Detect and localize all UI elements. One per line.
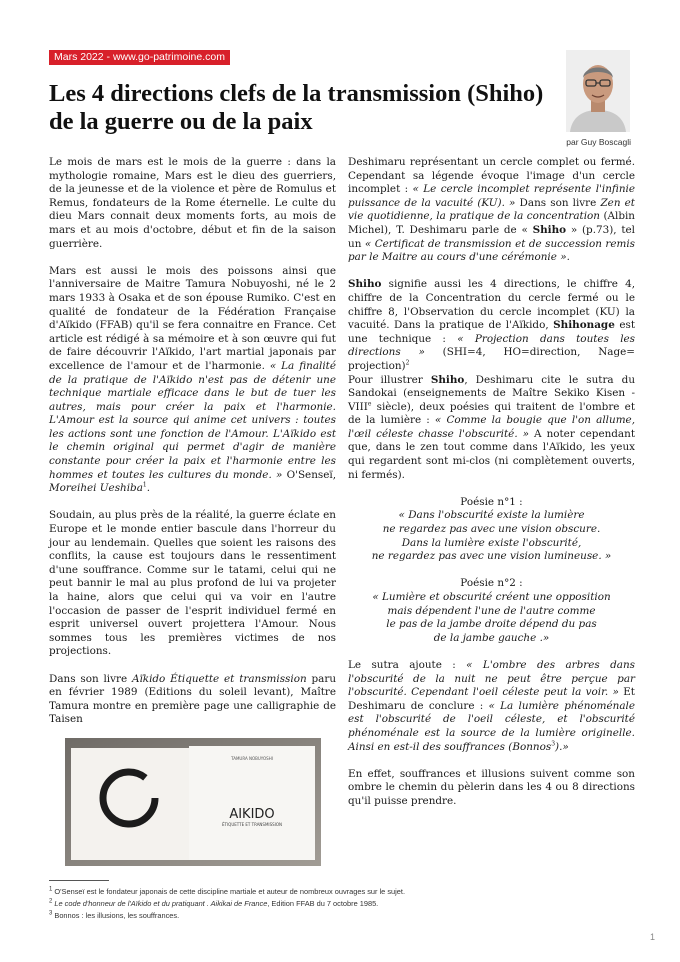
footnote-3: $^3$ Bonnos : les illusions, les souffrances.	[49, 910, 180, 920]
title-line-2: de la guerre ou de la paix	[49, 108, 313, 135]
paragraph-sandokai: Pour illustrer Shiho, Deshimaru cite le sutra du Sandokai (enseignements de Maître Sekiko Kisen - VIIIe siècle), deux poésies qui traitent de l'ombre et de la lumière : « Comme la bougie que l'on allume, l'œil céleste chasse l'obscurité. » A noter cependant que, dans le zen tout comme dans l'Aïkido, les yeux qui regardent sont mi-clos (ni complètement ouverts, ni fermés).	[348, 373, 636, 481]
poem-1-title: Poésie n°1 :	[460, 495, 523, 508]
paragraph-book: Dans son livre Aïkido Étiquette et transmission paru en février 1989 (Editions du soleil levant), Maître Tamura montre en première page une calligraphie de Taisen	[49, 672, 337, 726]
book-cover-photo	[65, 738, 321, 866]
footnote-1: $^1$ O'Senseï est le fondateur japonais de cette discipline martiale et auteur de nombreux ouvrages sur le sujet.	[49, 886, 406, 896]
paragraph-deshimaru: Deshimaru représentant un cercle complet ou fermé. Cependant sa légende évoque l'image d'un cercle incomplet : « Le cercle incomplet représente l'infinie puissance de la vacuité (KU). » Dans son livre Zen et vie quotidienne, la pratique de la concentration (Albin Michel), T. Deshimaru parle de « Shiho » (p.73), tel un « Certificat de transmission et de succession remis par le Maitre au cours d'une cérémonie ».	[348, 156, 635, 264]
footnote-ref-1[interactable]: 1	[142, 481, 147, 489]
footnote-divider	[49, 880, 109, 881]
poem-1: Poésie n°1 : « Dans l'obscurité existe la lumière ne regardez pas avec une vision obscure. Dans la lumière existe l'obscurité, ne regardez pas avec une vision lumineuse. »	[371, 495, 612, 563]
portrait-illustration	[566, 50, 630, 132]
author-photo	[566, 50, 630, 132]
header-badge: Mars 2022 - www.go-patrimoine.com	[49, 50, 230, 65]
paragraph-sutra: Le sutra ajoute : « L'ombre des arbres dans l'obscurité de la nuit ne peut être perçue par l'obscurité. Cependant l'oeil céleste peut la voir. » Et Deshimaru de conclure : « La lumière phénoménale est l'obscurité de l'oeil céleste, et l'obscurité phénoménale est la source de la lumière originelle. Ainsi en est-il des souffrances (Bonnos$^3$).»	[348, 658, 635, 753]
book-title-ref: Aïkido Étiquette et transmission	[131, 672, 307, 685]
paragraph-war: Soudain, au plus près de la réalité, la guerre éclate en Europe et le monde entier bascule dans l'horreur du jour au lendemain. Quelles que soient les raisons des conflits, la cause est toujours dans le ressentiment d'une souffrance. Comme sur le tatami, celui qui ne peut bannir le mal au plus profond de lui va projeter la haine, alors que celui qui va voir en l'autre l'occasion de passer de l'esprit individuel fermé en esprit universel ouvert projettera l'Amour. Nous sommes tous les premières victimes de nos projections.	[49, 509, 336, 658]
book-author-text: TAMURA NOBUYOSHI	[231, 756, 273, 761]
ueshiba-quote: « La finalité de la pratique de l'Aïkido n'est pas de détenir une technique martiale efficace dans le but de tuer les autres, mais pour créer la paix et l'harmonie. L'Amour est la source qui anime cet univers : toutes les actions sont une fonction de l'Amour. L'Aïkido est le chemin original qui permet d'agir de manière constante pour créer la paix et l'harmonie entre les hommes et toutes les cultures du monde. »	[49, 359, 336, 481]
footnotes	[49, 886, 629, 922]
book-cover-illustration	[65, 738, 321, 866]
footnote-ref-3[interactable]: 3	[551, 740, 556, 748]
paragraph-tamura: Mars est aussi le mois des poissons ainsi que l'anniversaire de Maitre Tamura Nobuyoshi, né le 2 mars 1933 à Osaka et de son épouse Rumiko. C'est en qualité de fondateur de la Fédération Française d'Aïkido (FFAB) qu'il se fera connaitre en France. Cet article est rédigé à sa mémoire et à son œuvre qui fut de faire découvrir l'Aïkido, l'art martial japonais par excellence de l'amour et de l'harmonie. « La finalité de la pratique de l'Aïkido n'est pas de détenir une technique martiale efficace dans le but de tuer les autres, mais pour créer la paix et l'harmonie. L'Amour est la source qui anime cet univers : toutes les actions sont une fonction de l'Amour. L'Aïkido est le chemin original qui permet d'agir de manière constante pour créer la paix et l'harmonie entre les hommes et toutes les cultures du monde. » O'Senseï, Moreihei Ueshiba$^1$.	[49, 264, 337, 495]
book-title-text: AIKIDO	[229, 807, 275, 822]
paragraph-conclusion: En effet, souffrances et illusions suivent comme son ombre le chemin du pèlerin dans les 4 ou 8 directions qu'il puisse prendre.	[348, 767, 635, 807]
book-subtitle-text: ÉTIQUETTE ET TRANSMISSION	[222, 822, 282, 827]
footnote-ref-2[interactable]: 2	[405, 359, 410, 367]
footnote-2: $^2$ Le code d'honneur de l'Aïkido et du pratiquant . Aikikai de France, Edition FFAB du 7 octobre 1985.	[49, 898, 379, 908]
page-number: 1	[650, 932, 656, 942]
right-column	[348, 156, 635, 822]
page-title	[49, 80, 569, 136]
ueshiba-name: Moreihei Ueshiba	[49, 482, 143, 495]
paragraph-shiho: Shiho signifie aussi les 4 directions, le chiffre 4, chiffre de la Concentration du cercle fermé ou le chiffre 8, l'Observation du cercle incomplet (KU) la vacuité. Dans la pratique de l'Aïkido, Shihonage est une technique : « Projection dans toutes les directions » (SHI=4, HO=direction, Nage= projection)$^2$	[348, 278, 635, 372]
poem-2-title: Poésie n°2 :	[460, 577, 523, 590]
title-line-1: Les 4 directions clefs de la transmission (Shiho)	[49, 80, 544, 107]
poem-2: Poésie n°2 : « Lumière et obscurité créent une opposition mais dépendent l'une de l'autre comme le pas de la jambe droite dépend du pas de la jambe gauche .»	[372, 577, 611, 644]
author-credit: par Guy Boscagli	[566, 137, 631, 147]
zen-book-title: Zen et vie quotidienne, la pratique de la concentration	[348, 196, 635, 223]
paragraph-mars: Le mois de mars est le mois de la guerre : dans la mythologie romaine, Mars est le dieu des guerriers, de la jeunesse et de la violence et père de Romulus et Remus, fondateurs de la Rome éternelle. Le culte du dieu Mars connait deux moments forts, au mois de mars et au mois d'octobre, début et fin de la saison guerrière.	[49, 156, 336, 250]
left-column	[49, 156, 336, 741]
